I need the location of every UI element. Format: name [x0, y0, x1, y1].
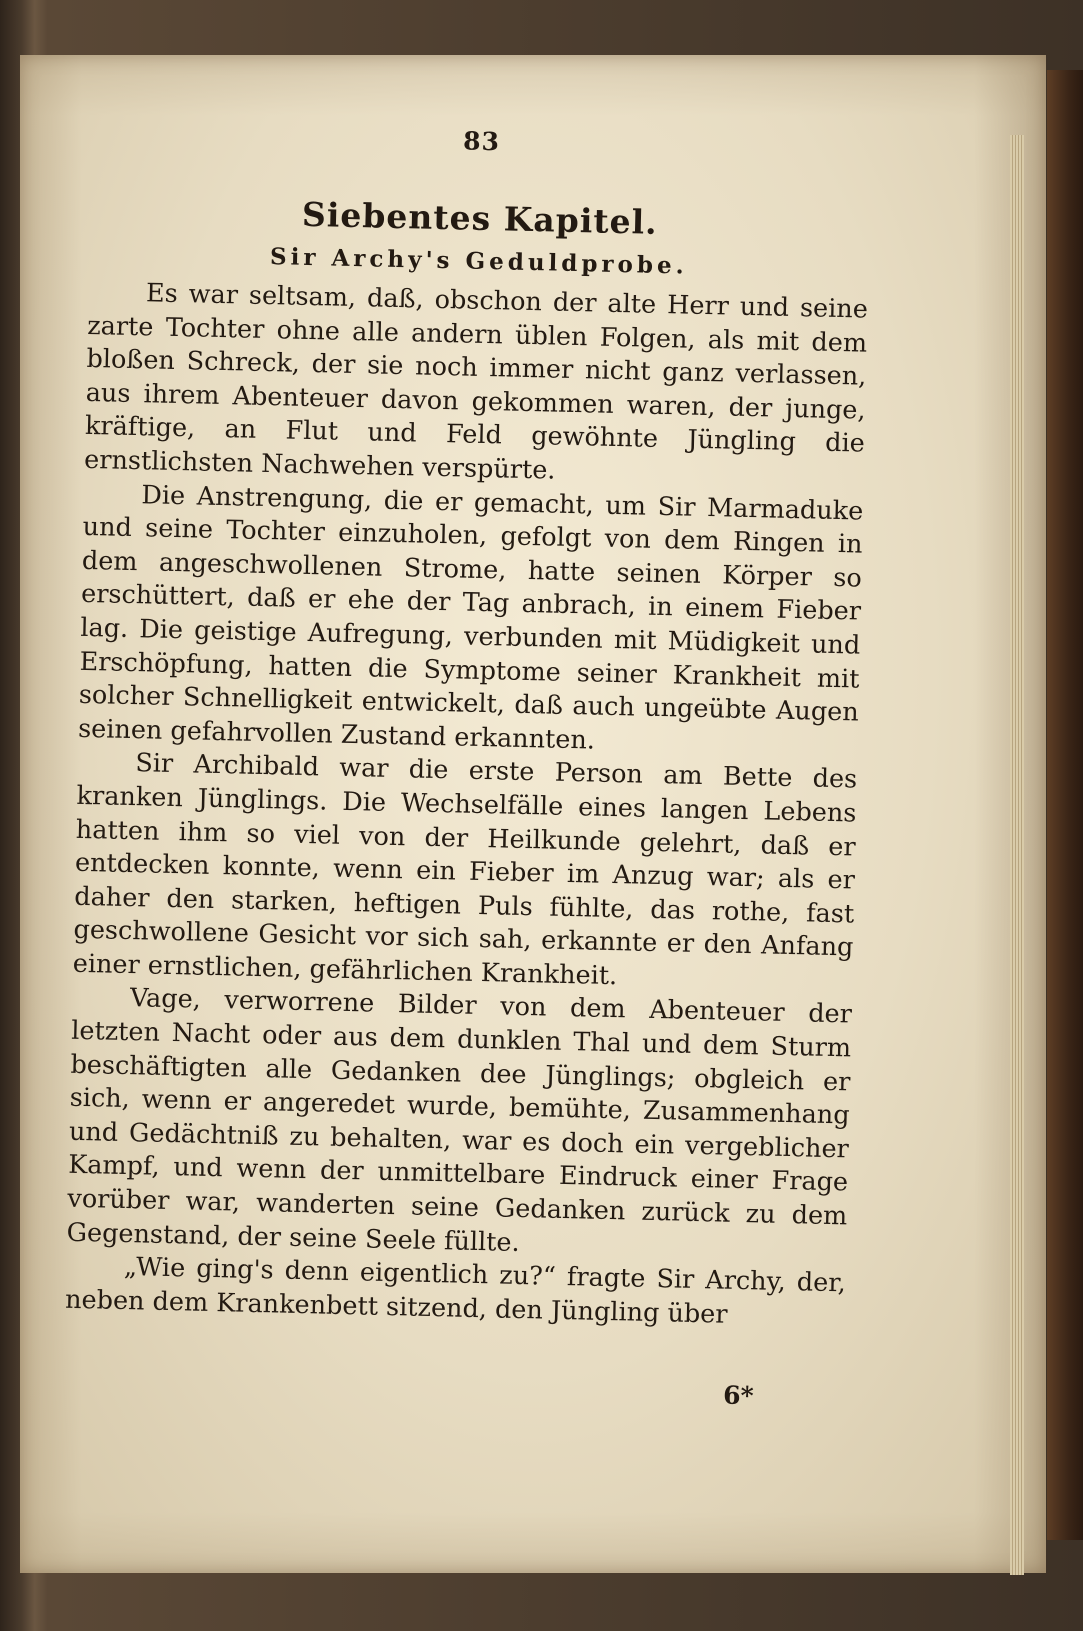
paragraph: Vage, verworrene Bilder von dem Abenteuer der letzten Nacht oder aus dem dunklen Thal und dem Sturm beschäftigten alle Gedanken dee Jünglings; obgleich er sich, wenn er angeredet wurde, bemühte, Zusammenhang und Gedächtniß zu behalten, war es doch ein vergeblicher Kampf, und wenn der unmittelbare Eindruck einer Frage vorüber war, wanderten seine Gedanken zurück zu dem Gegenstand, der seine Seele füllte.: [66, 983, 853, 1258]
paragraph: Die Anstrengung, die er gemacht, um Sir Marmaduke und seine Tochter einzuholen, gefolgt von dem Ringen in dem angeschwollenen Strome, hatte seinen Körper so erschüttert, daß er ehe der Tag anbrach, in einem Fieber lag. Die geistige Aufregung, verbunden mit Müdigkeit und Erschöpfung, hatten die Symptome seiner Krankheit mit solcher Schnelligkeit entwickelt, daß auch ungeübte Augen seinen gefahrvollen Zustand erkannten.: [77, 479, 864, 756]
page-edges: [1010, 135, 1024, 1575]
book-cover-edge: [1047, 70, 1083, 1540]
paragraph: Es war seltsam, daß, obschon der alte Herr und seine zarte Tochter ohne alle andern üblen Folgen, als mit dem bloßen Schreck, der sie noch immer nicht ganz verlassen, aus ihrem Abenteuer davon gekommen waren, der junge, kräftige, an Flut und Feld gewöhnte Jüngling die ernstlichsten Nachwehen verspürte.: [83, 278, 869, 486]
signature-mark: 6*: [722, 1380, 754, 1411]
body-text: [65, 276, 868, 1335]
chapter-subtitle: Sir Archy's Geduldprobe.: [269, 243, 688, 280]
paragraph: „Wie ging's denn eigentlich zu?“ fragte Sir Archy, der, neben dem Krankenbett sitzend, den Jüngling über: [64, 1252, 847, 1330]
paragraph: Sir Archibald war die erste Person am Bette des kranken Jünglings. Die Wechselfälle eines langen Lebens hatten ihm so viel von der Heilkunde gelehrt, daß er entdecken konnte, wenn ein Fieber im Anzug war; als er daher den starken, heftigen Puls fühlte, das rothe, fast geschwollene Gesicht vor sich sah, erkannte er den Anfang einer ernstlichen, gefährlichen Krankheit.: [72, 748, 858, 992]
page-number: 83: [462, 126, 501, 157]
chapter-title: Siebentes Kapitel.: [301, 194, 659, 242]
page-content: [64, 118, 872, 1411]
